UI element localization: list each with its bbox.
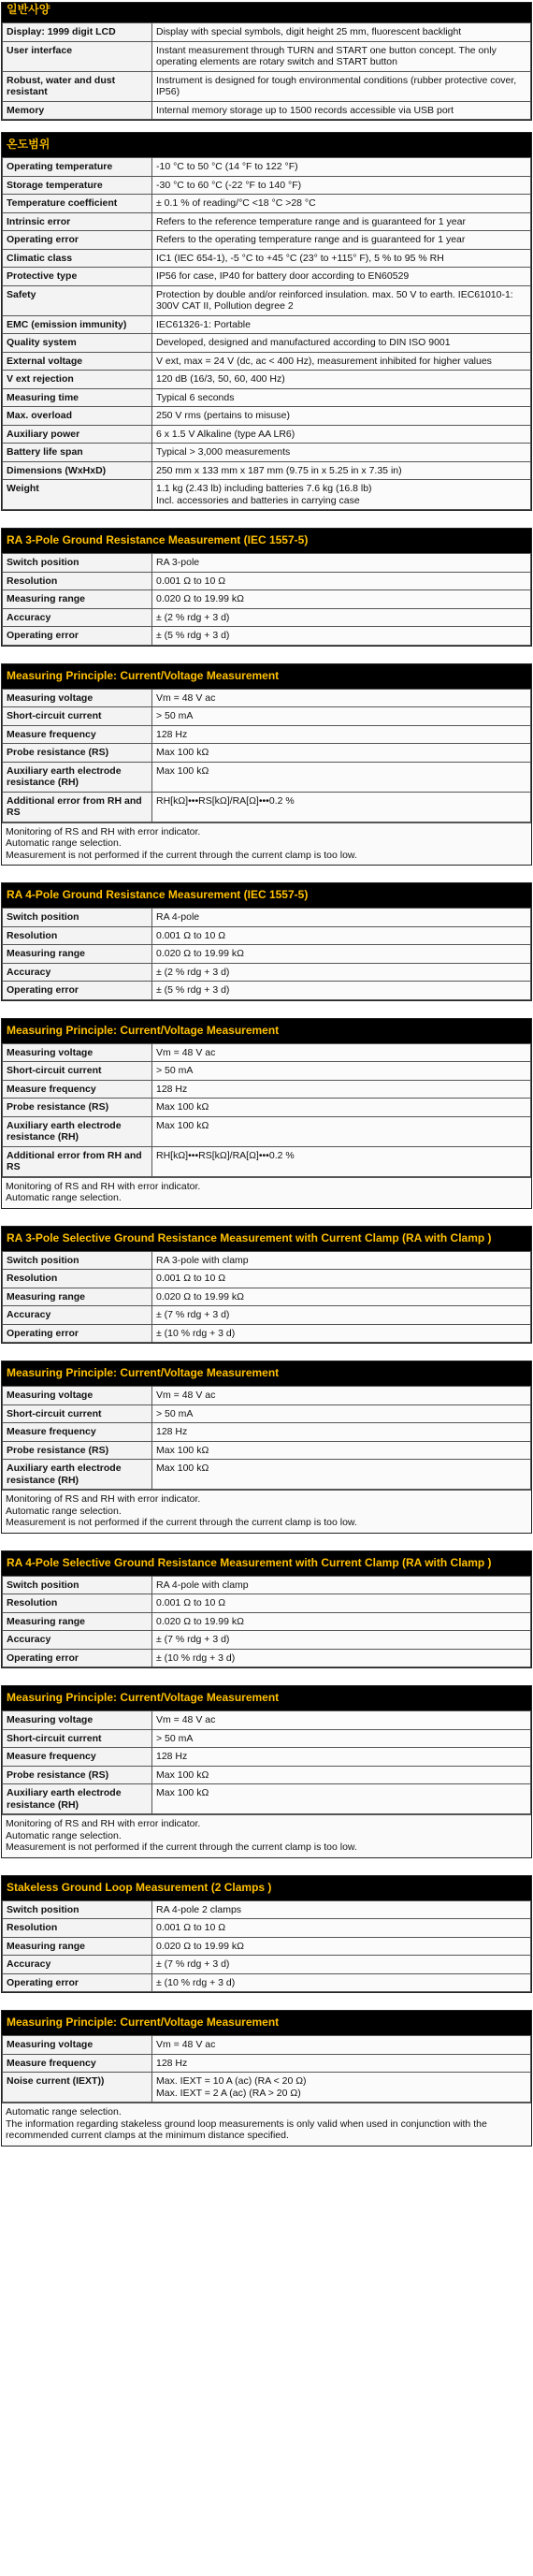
spec-label: Switch position (3, 554, 152, 573)
spec-value: 120 dB (16/3, 50, 60, 400 Hz) (152, 371, 531, 389)
spec-label: Measure frequency (3, 725, 152, 744)
spec-value: 250 mm x 133 mm x 187 mm (9.75 in x 5.25 in x 7.35 in) (152, 461, 531, 480)
spec-label: Quality system (3, 334, 152, 353)
spec-label: Resolution (3, 926, 152, 945)
spec-label: Resolution (3, 1594, 152, 1613)
section-notes (2, 1490, 531, 1533)
spec-label: Switch position (3, 909, 152, 927)
spec-value: > 50 mA (152, 1062, 531, 1081)
spec-label: Measuring time (3, 388, 152, 407)
spec-value: Max 100 kΩ (152, 1116, 531, 1146)
spec-value: IEC61326-1: Portable (152, 315, 531, 334)
spec-label: Accuracy (3, 1306, 152, 1325)
table-row (3, 1612, 531, 1631)
spec-label: Auxiliary earth electrode resistance (RH) (3, 1116, 152, 1146)
spec-label: Weight (3, 480, 152, 510)
spec-value: Vm = 48 V ac (152, 1711, 531, 1730)
spec-label: Max. overload (3, 407, 152, 426)
table-row (3, 1649, 531, 1667)
spec-label: Short-circuit current (3, 1062, 152, 1081)
spec-value: 0.001 Ω to 10 Ω (152, 1270, 531, 1288)
spec-value: Instrument is designed for tough environmental conditions (rubber protective cover, IP56) (152, 71, 531, 101)
table-row (3, 1784, 531, 1814)
spec-label: Additional error from RH and RS (3, 1146, 152, 1176)
spec-label: Safety (3, 285, 152, 315)
table-row (3, 627, 531, 646)
spec-section (1, 528, 532, 647)
table-row (3, 480, 531, 510)
table-row (3, 926, 531, 945)
spec-value: IC1 (IEC 654-1), -5 °C to +45 °C (23° to +115° F), 5 % to 95 % RH (152, 249, 531, 268)
spec-value: 6 x 1.5 V Alkaline (type AA LR6) (152, 425, 531, 444)
table-row (3, 1116, 531, 1146)
spec-value: 128 Hz (152, 1423, 531, 1442)
spec-value: 128 Hz (152, 1748, 531, 1767)
table-row (3, 945, 531, 964)
spec-value: Typical 6 seconds (152, 388, 531, 407)
table-row (3, 2054, 531, 2073)
table-row (3, 334, 531, 353)
spec-label: Measuring voltage (3, 1043, 152, 1062)
spec-value: 0.001 Ω to 10 Ω (152, 926, 531, 945)
spec-label: Short-circuit current (3, 1729, 152, 1748)
table-row (3, 689, 531, 707)
spec-label: Operating error (3, 1649, 152, 1667)
spec-label: Probe resistance (RS) (3, 1099, 152, 1117)
table-row (3, 1748, 531, 1767)
note-line: Measurement is not performed if the current through the current clamp is too low. (6, 1841, 357, 1853)
spec-value: Internal memory storage up to 1500 records accessible via USB port (152, 101, 531, 120)
spec-value: ± (10 % rdg + 3 d) (152, 1649, 531, 1667)
spec-label: Switch position (3, 1576, 152, 1594)
spec-value: Vm = 48 V ac (152, 2036, 531, 2055)
section-title: Measuring Principle: Current/Voltage Measurement (2, 1019, 531, 1043)
table-row (3, 1576, 531, 1594)
spec-label: Measuring voltage (3, 1387, 152, 1405)
spec-label: Protective type (3, 268, 152, 286)
spec-value: ± (7 % rdg + 3 d) (152, 1306, 531, 1325)
note-line: Automatic range selection. (6, 2106, 122, 2118)
table-row (3, 231, 531, 250)
table-row (3, 1062, 531, 1081)
spec-table (2, 689, 531, 822)
spec-section (1, 132, 532, 511)
spec-label: Auxiliary earth electrode resistance (RH) (3, 1784, 152, 1814)
spec-label: Switch position (3, 1900, 152, 1919)
spec-section (1, 2, 532, 121)
table-row (3, 41, 531, 71)
table-row (3, 23, 531, 42)
spec-label: Short-circuit current (3, 707, 152, 726)
table-row (3, 590, 531, 609)
spec-value: 0.020 Ω to 19.99 kΩ (152, 1288, 531, 1306)
section-title: RA 4-Pole Ground Resistance Measurement (IEC 1557-5) (2, 883, 531, 908)
spec-value: 0.020 Ω to 19.99 kΩ (152, 590, 531, 609)
spec-value: > 50 mA (152, 1404, 531, 1423)
spec-value: Instant measurement through TURN and START one button concept. The only operating elements are rotary switch and START button (152, 41, 531, 71)
spec-value: Display with special symbols, digit height 25 mm, fluorescent backlight (152, 23, 531, 42)
spec-label: Intrinsic error (3, 212, 152, 231)
table-row (3, 1404, 531, 1423)
spec-section (1, 1875, 532, 1994)
spec-section (1, 1685, 532, 1858)
spec-value: -10 °C to 50 °C (14 °F to 122 °F) (152, 158, 531, 177)
spec-value: Max 100 kΩ (152, 1460, 531, 1490)
table-row (3, 792, 531, 822)
spec-label: V ext rejection (3, 371, 152, 389)
spec-label: Measuring voltage (3, 2036, 152, 2055)
spec-value: 128 Hz (152, 2054, 531, 2073)
table-row (3, 1043, 531, 1062)
table-row (3, 1729, 531, 1748)
spec-value: ± (2 % rdg + 3 d) (152, 963, 531, 982)
spec-label: Temperature coefficient (3, 195, 152, 213)
table-row (3, 1270, 531, 1288)
spec-value: -30 °C to 60 °C (-22 °F to 140 °F) (152, 176, 531, 195)
note-line: Monitoring of RS and RH with error indicator. (6, 1180, 201, 1192)
spec-value: 0.001 Ω to 10 Ω (152, 1919, 531, 1938)
spec-table (2, 1710, 531, 1814)
spec-value: 128 Hz (152, 1080, 531, 1099)
spec-section (1, 2010, 532, 2147)
spec-label: Short-circuit current (3, 1404, 152, 1423)
note-line: Measurement is not performed if the current through the current clamp is too low. (6, 849, 357, 861)
section-title: Measuring Principle: Current/Voltage Measurement (2, 1361, 531, 1386)
table-row (3, 1387, 531, 1405)
table-row (3, 407, 531, 426)
table-row (3, 195, 531, 213)
spec-label: Operating error (3, 1324, 152, 1343)
table-row (3, 2073, 531, 2103)
spec-value: Max 100 kΩ (152, 744, 531, 763)
spec-value: Refers to the operating temperature range and is guaranteed for 1 year (152, 231, 531, 250)
table-row (3, 1306, 531, 1325)
spec-label: Measure frequency (3, 2054, 152, 2073)
spec-label: Resolution (3, 1270, 152, 1288)
spec-section (1, 1018, 532, 1209)
spec-label: Accuracy (3, 963, 152, 982)
spec-value: V ext, max = 24 V (dc, ac < 400 Hz), measurement inhibited for higher values (152, 352, 531, 371)
spec-value: RA 4-pole with clamp (152, 1576, 531, 1594)
spec-label: Measuring voltage (3, 1711, 152, 1730)
note-line: Monitoring of RS and RH with error indicator. (6, 825, 201, 837)
spec-value: RA 3-pole (152, 554, 531, 573)
table-row (3, 1594, 531, 1613)
spec-label: Switch position (3, 1251, 152, 1270)
spec-label: Robust, water and dust resistant (3, 71, 152, 101)
spec-label: Probe resistance (RS) (3, 1766, 152, 1784)
spec-label: Battery life span (3, 444, 152, 462)
spec-value: ± (10 % rdg + 3 d) (152, 1324, 531, 1343)
spec-label: Measure frequency (3, 1080, 152, 1099)
spec-value: ± (2 % rdg + 3 d) (152, 608, 531, 627)
section-title: Stakeless Ground Loop Measurement (2 Clamps ) (2, 1876, 531, 1900)
section-notes (2, 2103, 531, 2146)
spec-value: Max. IEXT = 10 A (ac) (RA < 20 Ω) Max. IEXT = 2 A (ac) (RA > 20 Ω) (152, 2073, 531, 2103)
table-row (3, 2036, 531, 2055)
table-row (3, 158, 531, 177)
table-row (3, 744, 531, 763)
note-line: Automatic range selection. (6, 1192, 122, 1203)
table-row (3, 1080, 531, 1099)
table-row (3, 315, 531, 334)
table-row (3, 71, 531, 101)
table-row (3, 1460, 531, 1490)
spec-label: Climatic class (3, 249, 152, 268)
table-row (3, 554, 531, 573)
spec-label: Memory (3, 101, 152, 120)
spec-label: Operating error (3, 627, 152, 646)
spec-table (2, 157, 531, 510)
spec-value: RA 4-pole 2 clamps (152, 1900, 531, 1919)
table-row (3, 762, 531, 792)
spec-table (2, 553, 531, 646)
note-line: Automatic range selection. (6, 1505, 122, 1517)
spec-label: Operating error (3, 982, 152, 1000)
spec-table (2, 2035, 531, 2103)
section-title: 일반사양 (2, 3, 531, 22)
spec-label: Measuring range (3, 1937, 152, 1956)
spec-section (1, 1550, 532, 1669)
note-line: Automatic range selection. (6, 837, 122, 849)
section-title: Measuring Principle: Current/Voltage Measurement (2, 1686, 531, 1710)
spec-value: Typical > 3,000 measurements (152, 444, 531, 462)
spec-value: > 50 mA (152, 707, 531, 726)
spec-value: RH[kΩ]•••RS[kΩ]/RA[Ω]•••0.2 % (152, 792, 531, 822)
note-line: Automatic range selection. (6, 1829, 122, 1841)
spec-label: Measuring range (3, 1288, 152, 1306)
table-row (3, 1711, 531, 1730)
table-row (3, 1919, 531, 1938)
note-line: The information regarding stakeless ground loop measurements is only valid when used in conjunction with the recommended current clamps at the minimum distance specified. (6, 2118, 490, 2141)
spec-value: 0.001 Ω to 10 Ω (152, 1594, 531, 1613)
table-row (3, 268, 531, 286)
spec-value: Max 100 kΩ (152, 1766, 531, 1784)
table-row (3, 1146, 531, 1176)
spec-value: 128 Hz (152, 725, 531, 744)
spec-table (2, 1900, 531, 1993)
table-row (3, 1423, 531, 1442)
section-notes (2, 822, 531, 866)
table-row (3, 352, 531, 371)
spec-value: RA 4-pole (152, 909, 531, 927)
spec-label: Probe resistance (RS) (3, 1441, 152, 1460)
section-title: RA 3-Pole Ground Resistance Measurement (IEC 1557-5) (2, 529, 531, 553)
table-row (3, 176, 531, 195)
section-title: 온도범위 (2, 133, 531, 157)
spec-value: 0.001 Ω to 10 Ω (152, 572, 531, 590)
spec-value: ± (10 % rdg + 3 d) (152, 1973, 531, 1992)
table-row (3, 1099, 531, 1117)
spec-value: ± (7 % rdg + 3 d) (152, 1631, 531, 1650)
spec-value: ± (5 % rdg + 3 d) (152, 982, 531, 1000)
spec-label: Resolution (3, 572, 152, 590)
spec-label: Dimensions (WxHxD) (3, 461, 152, 480)
spec-value: 1.1 kg (2.43 lb) including batteries 7.6 kg (16.8 lb) Incl. accessories and batteries in carrying case (152, 480, 531, 510)
spec-document (1, 0, 532, 2147)
table-row (3, 249, 531, 268)
spec-value: Max 100 kΩ (152, 1099, 531, 1117)
spec-value: Max 100 kΩ (152, 1784, 531, 1814)
section-title: RA 4-Pole Selective Ground Resistance Measurement with Current Clamp (RA with Clamp ) (2, 1551, 531, 1576)
spec-table (2, 1386, 531, 1490)
table-row (3, 1251, 531, 1270)
spec-value: 0.020 Ω to 19.99 kΩ (152, 1612, 531, 1631)
table-row (3, 963, 531, 982)
spec-value: Refers to the reference temperature range and is guaranteed for 1 year (152, 212, 531, 231)
table-row (3, 101, 531, 120)
spec-value: Vm = 48 V ac (152, 689, 531, 707)
table-row (3, 1900, 531, 1919)
table-row (3, 982, 531, 1000)
table-row (3, 425, 531, 444)
spec-value: RH[kΩ]•••RS[kΩ]/RA[Ω]•••0.2 % (152, 1146, 531, 1176)
table-row (3, 1324, 531, 1343)
spec-value: ± (7 % rdg + 3 d) (152, 1956, 531, 1974)
table-row (3, 909, 531, 927)
spec-label: Measuring range (3, 1612, 152, 1631)
spec-label: User interface (3, 41, 152, 71)
spec-section (1, 663, 532, 866)
table-row (3, 1631, 531, 1650)
spec-value: 0.020 Ω to 19.99 kΩ (152, 1937, 531, 1956)
spec-label: Operating error (3, 231, 152, 250)
spec-label: Noise current (IEXT)) (3, 2073, 152, 2103)
spec-label: Measuring range (3, 945, 152, 964)
spec-value: Max 100 kΩ (152, 762, 531, 792)
spec-label: Storage temperature (3, 176, 152, 195)
section-notes (2, 1814, 531, 1857)
section-notes (2, 1177, 531, 1208)
spec-table (2, 1043, 531, 1177)
spec-label: Measuring range (3, 590, 152, 609)
spec-value: Vm = 48 V ac (152, 1043, 531, 1062)
table-row (3, 1766, 531, 1784)
spec-label: Measure frequency (3, 1748, 152, 1767)
spec-value: IP56 for case, IP40 for battery door according to EN60529 (152, 268, 531, 286)
spec-value: > 50 mA (152, 1729, 531, 1748)
spec-value: Max 100 kΩ (152, 1441, 531, 1460)
spec-label: Auxiliary power (3, 425, 152, 444)
table-row (3, 725, 531, 744)
note-line: Monitoring of RS and RH with error indicator. (6, 1493, 201, 1505)
section-title: Measuring Principle: Current/Voltage Measurement (2, 664, 531, 689)
spec-value: 250 V rms (pertains to misuse) (152, 407, 531, 426)
spec-section (1, 1361, 532, 1534)
spec-label: Auxiliary earth electrode resistance (RH) (3, 1460, 152, 1490)
table-row (3, 608, 531, 627)
spec-label: Operating temperature (3, 158, 152, 177)
table-row (3, 388, 531, 407)
spec-value: ± (5 % rdg + 3 d) (152, 627, 531, 646)
spec-label: Display: 1999 digit LCD (3, 23, 152, 42)
spec-table (2, 908, 531, 1000)
section-title: Measuring Principle: Current/Voltage Measurement (2, 2011, 531, 2035)
spec-label: Accuracy (3, 1956, 152, 1974)
spec-label: Operating error (3, 1973, 152, 1992)
note-line: Monitoring of RS and RH with error indicator. (6, 1818, 201, 1829)
spec-section (1, 1226, 532, 1345)
spec-label: Accuracy (3, 608, 152, 627)
table-row (3, 285, 531, 315)
spec-label: Measure frequency (3, 1423, 152, 1442)
table-row (3, 1973, 531, 1992)
table-row (3, 461, 531, 480)
spec-label: EMC (emission immunity) (3, 315, 152, 334)
table-row (3, 707, 531, 726)
spec-label: Auxiliary earth electrode resistance (RH) (3, 762, 152, 792)
spec-label: Resolution (3, 1919, 152, 1938)
spec-section (1, 882, 532, 1001)
spec-label: Probe resistance (RS) (3, 744, 152, 763)
spec-value: ± 0.1 % of reading/°C <18 °C >28 °C (152, 195, 531, 213)
spec-value: 0.020 Ω to 19.99 kΩ (152, 945, 531, 964)
spec-table (2, 1251, 531, 1344)
spec-value: Vm = 48 V ac (152, 1387, 531, 1405)
spec-table (2, 1576, 531, 1668)
spec-value: Protection by double and/or reinforced insulation. max. 50 V to earth. IEC61010-1: 300V CAT II, Pollution degree 2 (152, 285, 531, 315)
spec-label: Measuring voltage (3, 689, 152, 707)
table-row (3, 212, 531, 231)
table-row (3, 1937, 531, 1956)
spec-table (2, 22, 531, 120)
table-row (3, 572, 531, 590)
section-title: RA 3-Pole Selective Ground Resistance Measurement with Current Clamp (RA with Clamp ) (2, 1227, 531, 1251)
spec-value: Developed, designed and manufactured according to DIN ISO 9001 (152, 334, 531, 353)
spec-label: Additional error from RH and RS (3, 792, 152, 822)
spec-label: Accuracy (3, 1631, 152, 1650)
table-row (3, 371, 531, 389)
table-row (3, 1441, 531, 1460)
table-row (3, 1956, 531, 1974)
table-row (3, 1288, 531, 1306)
spec-label: External voltage (3, 352, 152, 371)
note-line: Measurement is not performed if the current through the current clamp is too low. (6, 1517, 357, 1528)
table-row (3, 444, 531, 462)
spec-value: RA 3-pole with clamp (152, 1251, 531, 1270)
